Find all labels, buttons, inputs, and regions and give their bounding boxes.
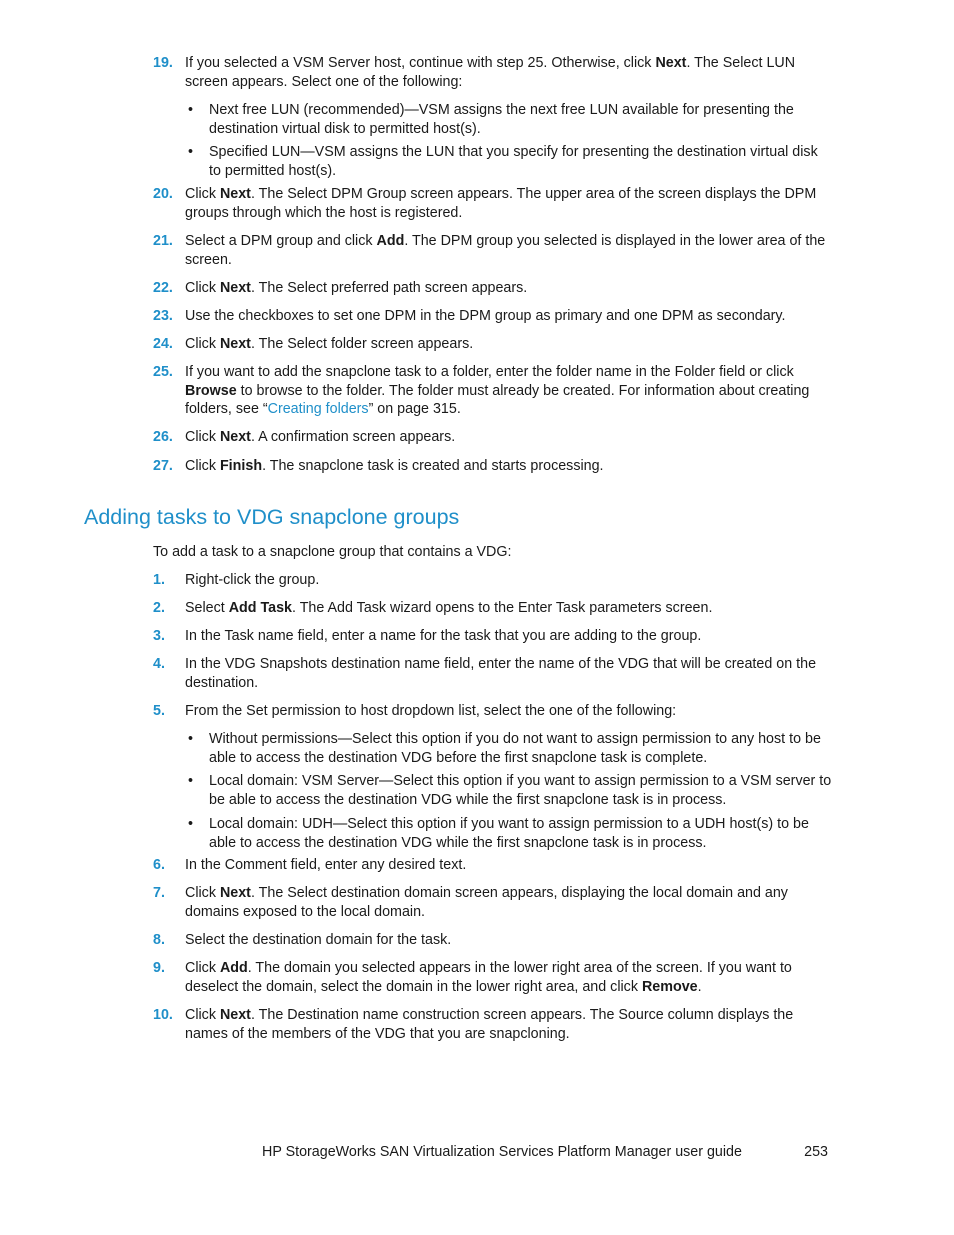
- step-21: 21. Select a DPM group and click Add. The DPM group you selected is displayed in the lower area of the screen.: [153, 233, 826, 268]
- step-22: 22. Click Next. The Select preferred path screen appears.: [153, 280, 528, 296]
- step-10: 10. Click Next. The Destination name construction screen appears. The Source column displays the names of the members of the VDG that you are snapcloning.: [153, 1007, 794, 1042]
- step-3: 3. In the Task name field, enter a name for the task that you are adding to the group.: [153, 628, 702, 644]
- bullet-without-permissions: • Without permissions—Select this option if you do not want to assign permission to any host to be able to access the destination VDG before the first snapclone task is complete.: [188, 731, 821, 766]
- bullet-local-domain-udh: • Local domain: UDH—Select this option if you want to assign permission to a UDH host(s) to be able to access the destination VDG while the first snapclone task is in process.: [188, 816, 809, 851]
- step-27: 27. Click Finish. The snapclone task is created and starts processing.: [153, 458, 604, 474]
- bullet-local-domain-vsm: • Local domain: VSM Server—Select this option if you want to assign permission to a VSM server to be able to access the destination VDG while the first snapclone task is in process.: [188, 773, 832, 808]
- bullet-specified-lun: • Specified LUN—VSM assigns the LUN that you specify for presenting the destination virtual disk to permitted host(s).: [188, 144, 818, 179]
- step-9: 9. Click Add. The domain you selected appears in the lower right area of the screen. If you want to deselect the domain, select the domain in the lower right area, and click Remove.: [153, 960, 792, 995]
- creating-folders-link[interactable]: Creating folders: [267, 401, 369, 417]
- step-23: 23. Use the checkboxes to set one DPM in the DPM group as primary and one DPM as secondary.: [153, 308, 786, 324]
- step-24: 24. Click Next. The Select folder screen appears.: [153, 336, 474, 352]
- step-7: 7. Click Next. The Select destination domain screen appears, displaying the local domain and any domains exposed to the local domain.: [153, 885, 788, 920]
- page-footer: [262, 1144, 828, 1160]
- bullet-next-free-lun: • Next free LUN (recommended)—VSM assigns the next free LUN available for presenting the destination virtual disk to permitted host(s).: [188, 102, 794, 137]
- step-6: 6. In the Comment field, enter any desired text.: [153, 857, 467, 873]
- section-heading: Adding tasks to VDG snapclone groups: [84, 505, 460, 529]
- step-text: If you selected a VSM Server host, continue with step 25. Otherwise, click Next. The Select LUN screen appears. Select one of the following:: [185, 55, 796, 90]
- step-2: 2. Select Add Task. The Add Task wizard opens to the Enter Task parameters screen.: [153, 600, 713, 616]
- step-20: 20. Click Next. The Select DPM Group screen appears. The upper area of the screen displays the DPM groups through which the host is registered.: [153, 186, 817, 221]
- page-number: 253: [804, 1144, 828, 1160]
- footer-title: HP StorageWorks SAN Virtualization Services Platform Manager user guide: [262, 1144, 742, 1160]
- intro-text: To add a task to a snapclone group that contains a VDG:: [153, 544, 512, 560]
- step-25: 25. If you want to add the snapclone task to a folder, enter the folder name in the Folder field or click Browse to browse to the folder. The folder must already be created. For information about creating folders, see “Creating folders” on page 315.: [153, 364, 810, 417]
- step-1: 1. Right-click the group.: [153, 572, 320, 588]
- step-19: [153, 54, 833, 91]
- step-number: 19.: [153, 55, 173, 71]
- step-4: 4. In the VDG Snapshots destination name field, enter the name of the VDG that will be created on the destination.: [153, 656, 817, 691]
- step-26: 26. Click Next. A confirmation screen appears.: [153, 429, 456, 445]
- step-8: 8. Select the destination domain for the task.: [153, 932, 452, 948]
- step-5: 5. From the Set permission to host dropdown list, select the one of the following:: [153, 703, 677, 719]
